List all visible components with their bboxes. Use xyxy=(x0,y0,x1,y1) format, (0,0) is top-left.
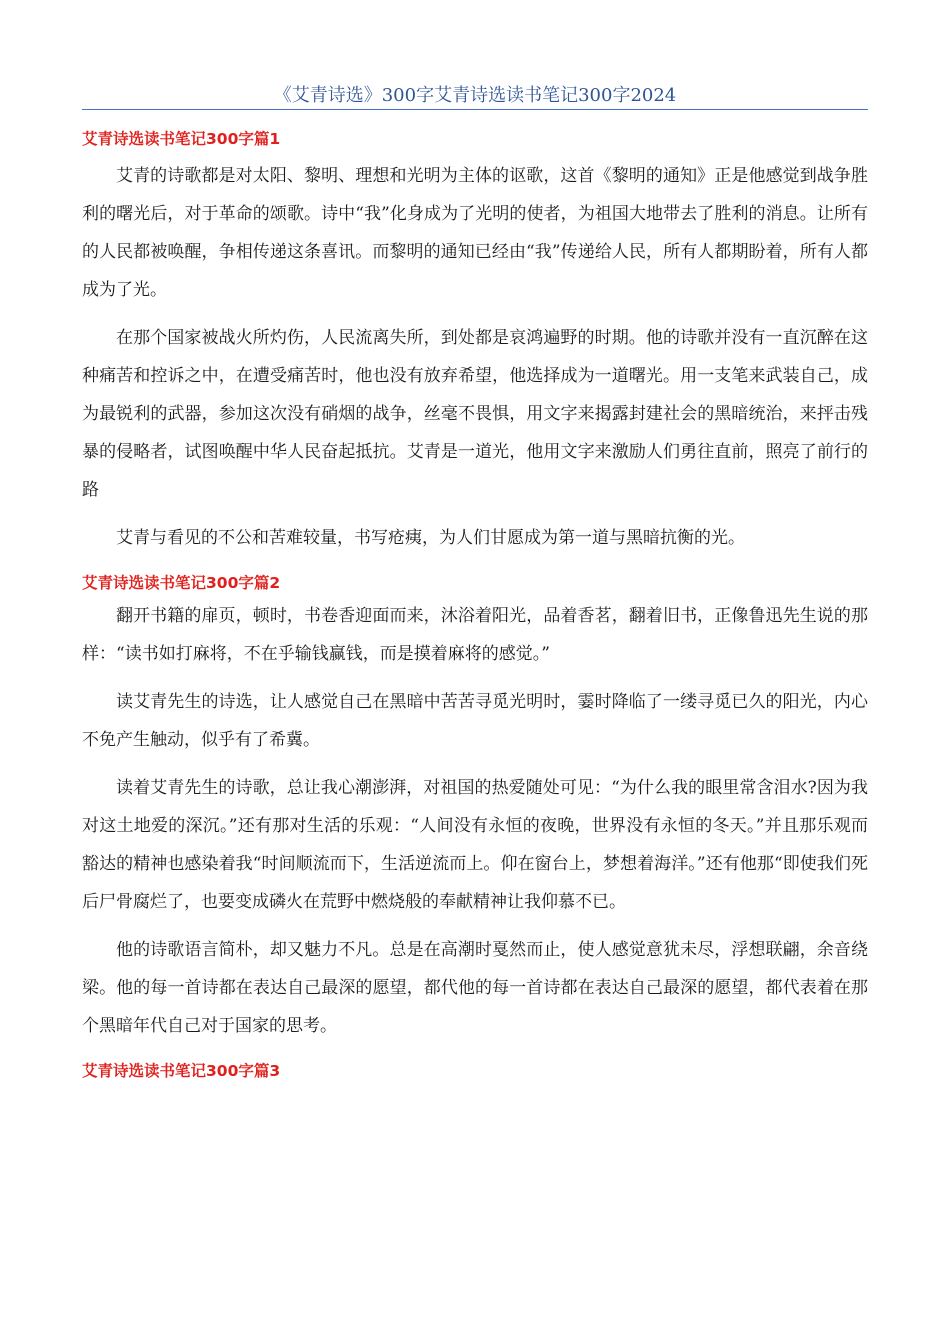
section-heading-1: 艾青诗选读书笔记300字篇1 xyxy=(82,130,281,148)
paragraph: 读艾青先生的诗选，让人感觉自己在黑暗中苦苦寻觅光明时，霎时降临了一缕寻觅已久的阳光，内心不免产生触动，似乎有了希冀。 xyxy=(82,692,868,750)
section-heading-3: 艾青诗选读书笔记300字篇3 xyxy=(82,1062,281,1080)
section-heading-2: 艾青诗选读书笔记300字篇2 xyxy=(82,574,281,592)
page-header-title: 《艾青诗选》300字艾青诗选读书笔记300字2024 xyxy=(273,85,677,106)
paragraph: 翻开书籍的扉页，顿时，书卷香迎面而来，沐浴着阳光，品着香茗，翻着旧书，正像鲁迅先生说的那样：“读书如打麻将，不在乎输钱赢钱，而是摸着麻将的感觉。” xyxy=(82,606,868,664)
paragraph: 他的诗歌语言简朴，却又魅力不凡。总是在高潮时戛然而止，使人感觉意犹未尽，浮想联翩，余音绕梁。他的每一首诗都在表达自己最深的愿望，都代他的每一首诗都在表达自己最深的愿望，都代表着在那个黑暗年代自己对于国家的思考。 xyxy=(82,940,868,1036)
paragraph: 在那个国家被战火所灼伤，人民流离失所，到处都是哀鸿遍野的时期。他的诗歌并没有一直沉醉在这种痛苦和控诉之中，在遭受痛苦时，他也没有放弃希望，他选择成为一道曙光。用一支笔来武装自己，成为最锐利的武器，参加这次没有硝烟的战争，丝毫不畏惧，用文字来揭露封建社会的黑暗统治，来抨击残暴的侵略者，试图唤醒中华人民奋起抵抗。艾青是一道光，他用文字来激励人们勇往直前，照亮了前行的路 xyxy=(82,328,868,500)
paragraph: 艾青与看见的不公和苦难较量，书写疮痍，为人们甘愿成为第一道与黑暗抗衡的光。 xyxy=(116,528,745,548)
document-body xyxy=(82,118,868,1083)
paragraph: 读着艾青先生的诗歌，总让我心潮澎湃，对祖国的热爱随处可见：“为什么我的眼里常含泪水?因为我对这土地爱的深沉。”还有那对生活的乐观：“人间没有永恒的夜晚，世界没有永恒的冬天。”并且那乐观而豁达的精神也感染着我“时间顺流而下，生活逆流而上。仰在窗台上，梦想着海洋。”还有他那“即使我们死后尸骨腐烂了，也要变成磷火在荒野中燃烧般的奉献精神让我仰慕不已。 xyxy=(82,778,868,912)
header-divider xyxy=(82,109,868,110)
paragraph: 艾青的诗歌都是对太阳、黎明、理想和光明为主体的讴歌，这首《黎明的通知》正是他感觉到战争胜利的曙光后，对于革命的颂歌。诗中“我”化身成为了光明的使者，为祖国大地带去了胜利的消息。让所有的人民都被唤醒，争相传递这条喜讯。而黎明的通知已经由“我”传递给人民，所有人都期盼着，所有人都成为了光。 xyxy=(82,166,868,300)
